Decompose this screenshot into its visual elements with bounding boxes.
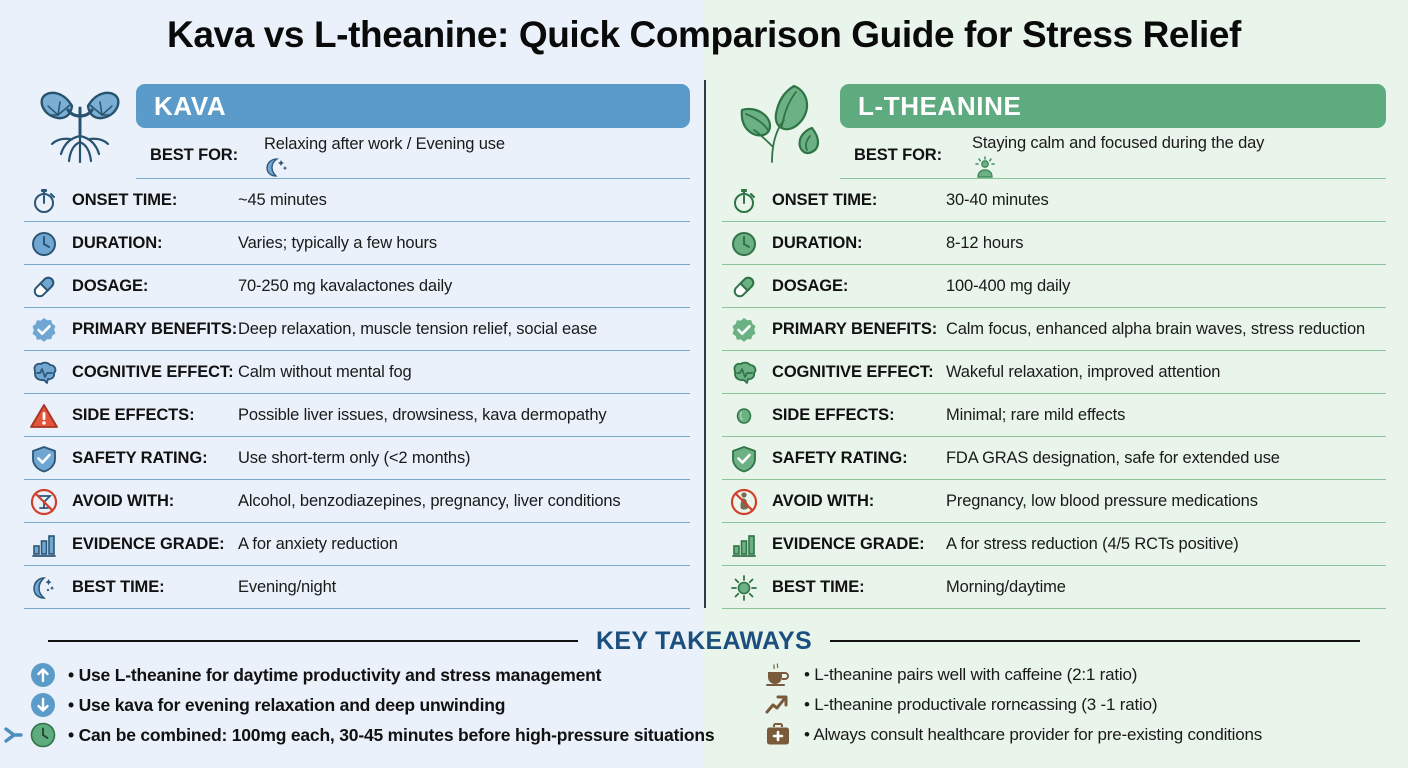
kava-best-for-value bbox=[258, 135, 513, 177]
row-label: SIDE EFFECTS: bbox=[72, 406, 195, 424]
row-value: Wakeful relaxation, improved attention bbox=[946, 363, 1221, 381]
row-label: SIDE EFFECTS: bbox=[772, 406, 895, 424]
table-row bbox=[704, 480, 1408, 523]
trend-up-icon bbox=[760, 693, 796, 717]
row-label: PRIMARY BENEFITS: bbox=[772, 320, 938, 338]
row-value: Deep relaxation, muscle tension relief, social ease bbox=[238, 320, 598, 338]
l-theanine-best-for-label: BEST FOR: bbox=[854, 146, 943, 164]
row-value: Possible liver issues, drowsiness, kava dermopathy bbox=[238, 406, 607, 424]
kava-banner-label: KAVA bbox=[154, 90, 227, 121]
list-item-text: • Use L-theanine for daytime productivity and stress management bbox=[68, 664, 602, 685]
small-circle-icon bbox=[724, 402, 764, 430]
page-title: Kava vs L-theanine: Quick Comparison Guide for Stress Relief bbox=[167, 14, 1241, 55]
table-row bbox=[0, 265, 704, 308]
table-row bbox=[0, 179, 704, 222]
arrow-right-icon bbox=[4, 726, 26, 744]
key-takeaways-right-list bbox=[760, 660, 1400, 750]
coffee-cup-icon bbox=[760, 662, 796, 688]
divider-left bbox=[48, 640, 578, 642]
table-row bbox=[0, 351, 704, 394]
divider-right bbox=[830, 640, 1360, 642]
row-value: Calm without mental fog bbox=[238, 363, 412, 381]
row-label: ONSET TIME: bbox=[772, 191, 878, 209]
row-value: ~45 minutes bbox=[238, 191, 327, 209]
row-label: SAFETY RATING: bbox=[72, 449, 208, 467]
moon-stars-icon bbox=[24, 575, 64, 601]
table-row bbox=[704, 523, 1408, 566]
table-row bbox=[0, 308, 704, 351]
shield-check-icon bbox=[724, 445, 764, 473]
row-value: A for stress reduction (4/5 RCTs positive) bbox=[946, 535, 1239, 553]
row-value: Alcohol, benzodiazepines, pregnancy, liver conditions bbox=[238, 492, 621, 510]
row-label: BEST TIME: bbox=[72, 578, 165, 596]
row-value: Minimal; rare mild effects bbox=[946, 406, 1126, 424]
row-label: COGNITIVE EFFECT: bbox=[772, 363, 934, 381]
table-row bbox=[704, 394, 1408, 437]
row-label: AVOID WITH: bbox=[772, 492, 875, 510]
kava-column bbox=[0, 76, 704, 612]
table-row bbox=[704, 179, 1408, 222]
list-item-text: • L-theanine pairs well with caffeine (2:1 ratio) bbox=[804, 665, 1138, 684]
row-label: DOSAGE: bbox=[772, 277, 849, 295]
list-item bbox=[760, 690, 1400, 720]
list-item bbox=[26, 720, 726, 750]
sun-icon bbox=[724, 574, 764, 602]
stopwatch-icon bbox=[724, 187, 764, 215]
table-row bbox=[704, 222, 1408, 265]
row-value: Pregnancy, low blood pressure medications bbox=[946, 492, 1258, 510]
kava-best-for-text: Relaxing after work / Evening use bbox=[264, 134, 505, 153]
shield-check-icon bbox=[24, 445, 64, 473]
table-row bbox=[0, 523, 704, 566]
row-label: PRIMARY BENEFITS: bbox=[72, 320, 238, 338]
row-value: 8-12 hours bbox=[946, 234, 1024, 252]
row-value: 30-40 minutes bbox=[946, 191, 1049, 209]
l-theanine-banner bbox=[840, 84, 1386, 128]
list-item bbox=[760, 720, 1400, 750]
kava-rows bbox=[0, 132, 704, 609]
row-label: COGNITIVE EFFECT: bbox=[72, 363, 234, 381]
row-value: Evening/night bbox=[238, 578, 337, 596]
list-item-text: • Can be combined: 100mg each, 30-45 minutes before high-pressure situations bbox=[68, 724, 715, 745]
key-takeaways-title: KEY TAKEAWAYS bbox=[596, 626, 812, 655]
key-takeaways-header bbox=[0, 624, 1408, 658]
first-aid-kit-icon bbox=[760, 723, 796, 747]
brain-pulse-icon bbox=[24, 359, 64, 387]
row-label: EVIDENCE GRADE: bbox=[72, 535, 225, 553]
list-item-text: • Use kava for evening relaxation and deep unwinding bbox=[68, 694, 506, 715]
l-theanine-rows bbox=[704, 132, 1408, 609]
row-value: 70-250 mg kavalactones daily bbox=[238, 277, 453, 295]
clock-icon bbox=[24, 230, 64, 258]
row-value: A for anxiety reduction bbox=[238, 535, 398, 553]
list-item-text: • Always consult healthcare provider for pre-existing conditions bbox=[804, 725, 1263, 744]
clock-icon bbox=[724, 230, 764, 258]
clock-circle-green-icon bbox=[26, 722, 60, 748]
row-value: FDA GRAS designation, safe for extended use bbox=[946, 449, 1280, 467]
key-takeaways-left-list bbox=[26, 660, 726, 750]
table-row bbox=[704, 351, 1408, 394]
table-row bbox=[704, 437, 1408, 480]
bar-chart-icon bbox=[724, 532, 764, 558]
arrow-up-circle-icon bbox=[26, 662, 60, 688]
row-label: DURATION: bbox=[772, 234, 863, 252]
row-label: ONSET TIME: bbox=[72, 191, 178, 209]
row-label: EVIDENCE GRADE: bbox=[772, 535, 925, 553]
row-label: BEST TIME: bbox=[772, 578, 865, 596]
bar-chart-icon bbox=[24, 532, 64, 558]
l-theanine-best-for-value bbox=[966, 134, 1272, 178]
capsule-pill-icon bbox=[724, 273, 764, 301]
check-badge-icon bbox=[24, 316, 64, 344]
table-row bbox=[0, 394, 704, 437]
no-pregnancy-icon bbox=[724, 488, 764, 516]
arrow-down-circle-icon bbox=[26, 692, 60, 718]
table-row bbox=[0, 480, 704, 523]
row-value: Varies; typically a few hours bbox=[238, 234, 437, 252]
warning-triangle-icon bbox=[24, 402, 64, 430]
list-item bbox=[26, 660, 726, 690]
l-theanine-best-for-text: Staying calm and focused during the day bbox=[972, 133, 1265, 152]
row-label: DOSAGE: bbox=[72, 277, 149, 295]
brain-pulse-icon bbox=[724, 359, 764, 387]
capsule-pill-icon bbox=[24, 273, 64, 301]
check-badge-icon bbox=[724, 316, 764, 344]
row-value: Use short-term only (<2 months) bbox=[238, 449, 471, 467]
no-alcohol-icon bbox=[24, 488, 64, 516]
list-item bbox=[26, 690, 726, 720]
l-theanine-column bbox=[704, 76, 1408, 612]
l-theanine-banner-label: L-THEANINE bbox=[858, 90, 1022, 121]
table-row bbox=[0, 222, 704, 265]
table-row bbox=[0, 566, 704, 609]
kava-banner bbox=[136, 84, 690, 128]
l-theanine-best-for-row bbox=[704, 132, 1408, 179]
sun-person-icon bbox=[972, 156, 1272, 178]
kava-best-for-row bbox=[0, 132, 704, 179]
row-value: 100-400 mg daily bbox=[946, 277, 1071, 295]
row-label: DURATION: bbox=[72, 234, 163, 252]
kava-best-for-label: BEST FOR: bbox=[150, 146, 239, 164]
crescent-moon-stars-icon bbox=[264, 157, 513, 177]
table-row bbox=[0, 437, 704, 480]
row-label: AVOID WITH: bbox=[72, 492, 175, 510]
table-row bbox=[704, 566, 1408, 609]
list-item-text: • L-theanine productivale rornєassing (3 -1 ratio) bbox=[804, 695, 1158, 714]
row-value: Morning/daytime bbox=[946, 578, 1066, 596]
stopwatch-icon bbox=[24, 187, 64, 215]
row-value: Calm focus, enhanced alpha brain waves, stress reduction bbox=[946, 320, 1365, 338]
table-row bbox=[704, 265, 1408, 308]
list-item bbox=[760, 660, 1400, 690]
row-label: SAFETY RATING: bbox=[772, 449, 908, 467]
table-row bbox=[704, 308, 1408, 351]
